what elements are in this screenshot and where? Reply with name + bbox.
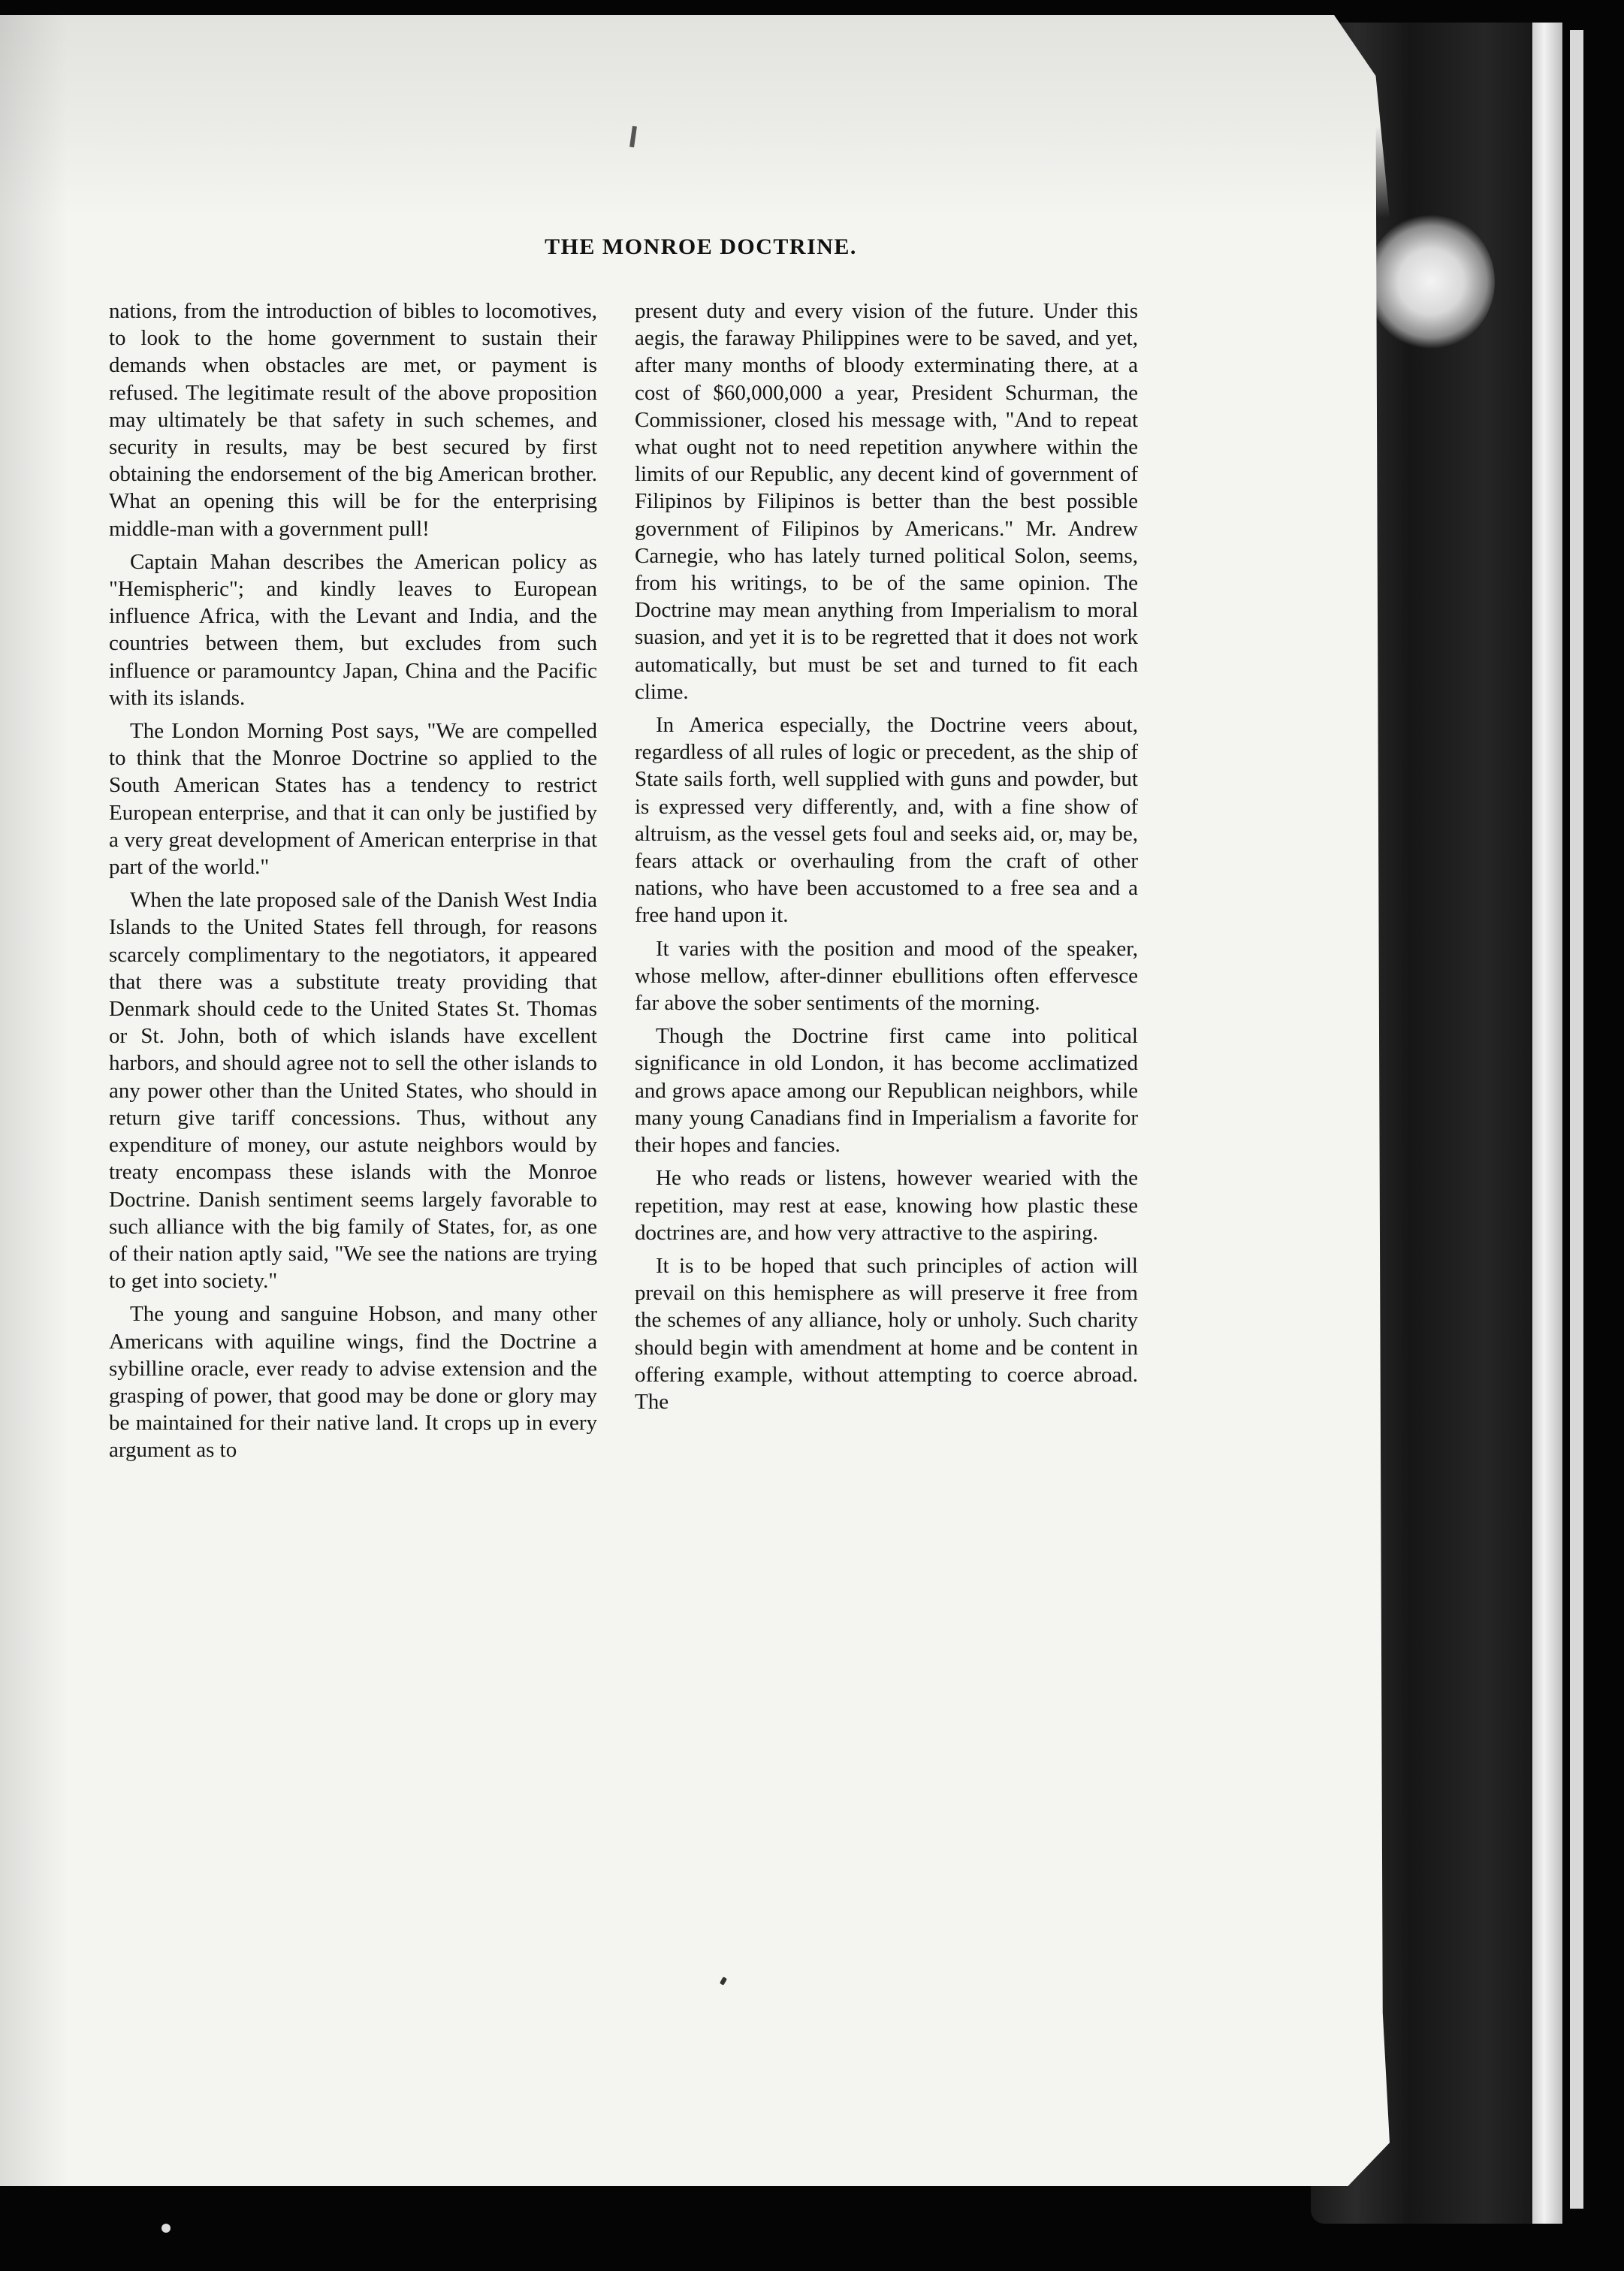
running-title: THE MONROE DOCTRINE.: [545, 234, 857, 259]
paragraph: Captain Mahan describes the American policy as "Hemispheric"; and kindly leaves to European influence Africa, with the Levant and India, and the countries between them, but excludes from such influence or paramountcy Japan, China and the Pacific with its islands.: [109, 549, 597, 710]
page-gutter-shadow: [0, 15, 68, 2186]
paragraph: When the late proposed sale of the Danish West India Islands to the United States fell through, for reasons scarcely complimentary to the negotiators, it appeared that there was a substitute treaty providing that Denmark should cede to the United States St. Thomas or St. John, both of which islands have excellent harbors, and should agree not to sell the other islands to any power other than the United States, who should in return give tariff concessions. Thus, without any expenditure of money, our astute neighbors would by treaty encompass these islands with the Monroe Doctrine. Danish sentiment seems largely favorable to such alliance with the big family of States, for, as one of their nation aptly said, "We see the nations are trying to get into society.": [109, 888, 597, 1294]
paragraph: present duty and every vision of the future. Under this aegis, the faraway Philippines were to be saved, and yet, after many months of bloody exterminating there, at a cost of $60,000,000 a year, President Schurman, the Commissioner, closed his message with, "And to repeat what ought not to need repetition anywhere within the limits of our Republic, any decent kind of government of Filipinos by Filipinos is better than the best possible government of Filipinos by Americans." Mr. Andrew Carnegie, who has lately turned political Solon, seems, from his writings, to be of the same opinion. The Doctrine may mean anything from Imperialism to moral suasion, and yet it is to be regretted that it does not work automatically, but must be set and turned to fit each clime.: [635, 299, 1138, 704]
paragraph: In America especially, the Doctrine veers about, regardless of all rules of logic or precedent, as the ship of State sails forth, well supplied with guns and powder, but is expressed very differently, and, with a fine show of altruism, as the vessel gets foul and seeks aid, or, may be, fears attack or overhauling from the craft of other nations, who have been accustomed to a free sea and a free hand upon it.: [635, 713, 1138, 928]
cover-edge: [1532, 23, 1562, 2224]
right-column: [635, 297, 1138, 1421]
cover-edge-inner: [1570, 30, 1583, 2209]
paragraph: nations, from the introduction of bibles to locomotives, to look to the home government to sustain their demands when obstacles are met, or payment is refused. The legitimate result of the above proposition may ultimately be that safety in such schemes, and security in results, may be best secured by first obtaining the endorsement of the big American brother. What an opening this will be for the enterprising middle-man with a government pull!: [109, 299, 597, 541]
paragraph: Though the Doctrine first came into political significance in old London, it has become acclimatized and grows apace among our Republican neighbors, while many young Canadians find in Imperialism a favorite for their hopes and fancies.: [635, 1024, 1138, 1158]
paragraph: The London Morning Post says, "We are compelled to think that the Monroe Doctrine so applied to the South American States has a tendency to restrict European enterprise, and that it can only be justified by a very great development of American enterprise in that part of the world.": [109, 719, 597, 880]
paragraph: The young and sanguine Hobson, and many other Americans with aquiline wings, find the Doctrine a sybilline oracle, ever ready to advise extension and the grasping of power, that good may be done or glory may be maintained for their native land. It crops up in every argument as to: [109, 1302, 597, 1463]
film-speck: [161, 2224, 171, 2233]
left-column: [109, 297, 597, 1470]
paragraph: He who reads or listens, however wearied with the repetition, may rest at ease, knowing how plastic these doctrines are, and how very attractive to the aspiring.: [635, 1166, 1138, 1245]
page-top-fold: [0, 15, 1390, 218]
paragraph: It is to be hoped that such principles of action will prevail on this hemisphere as will preserve it free from the schemes of any alliance, holy or unholy. Such charity should begin with amendment at home and be content in offering example, without attempting to coerce abroad. The: [635, 1253, 1138, 1414]
paragraph: It varies with the position and mood of the speaker, whose mellow, after-dinner ebullitions often effervesce far above the sober sentiments of the morning.: [635, 936, 1138, 1016]
